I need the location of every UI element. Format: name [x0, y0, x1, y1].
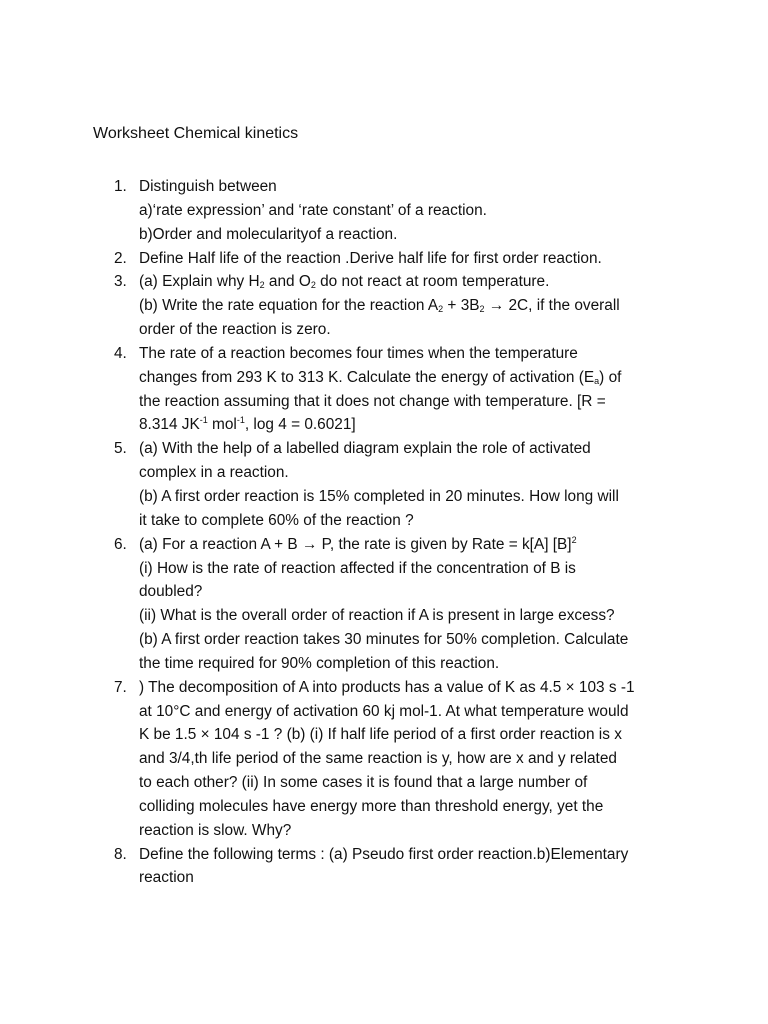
- question-text-line: the reaction assuming that it does not change with temperature. [R =: [139, 392, 606, 410]
- question-text-line: b)Order and molecularityof a reaction.: [139, 225, 398, 243]
- question-item: [0, 342, 679, 437]
- question-text-line: to each other? (ii) In some cases it is found that a large number of: [139, 774, 588, 792]
- question-text-line: it take to complete 60% of the reaction ?: [139, 511, 414, 529]
- question-text-line: reaction is slow. Why?: [139, 821, 292, 839]
- question-number: 1.: [114, 178, 127, 195]
- question-text-line: doubled?: [139, 583, 203, 601]
- question-text-line: (b) A first order reaction takes 30 minutes for 50% completion. Calculate: [139, 631, 629, 649]
- question-number: 7.: [114, 678, 127, 696]
- question-text-line: 8.314 $JK^{-1}$ mol$^{-1}$, log 4 = 0.6021]: [139, 415, 356, 434]
- question-number: 2.: [114, 249, 127, 267]
- question-text-line: (i) How is the rate of reaction affected if the concentration of B is: [139, 559, 576, 577]
- question-text-line: complex in a reaction.: [139, 464, 289, 482]
- question-text-line: the time required for 90% completion of this reaction.: [139, 654, 500, 672]
- question-item: [0, 843, 679, 891]
- question-text-line: (ii) What is the overall order of reaction if A is present in large excess?: [139, 607, 615, 625]
- question-text-line: (a) Explain why $H_2$ and $O_2$ do not react at room temperature.: [139, 273, 550, 291]
- question-item: [0, 175, 679, 247]
- question-number: 3.: [114, 273, 127, 291]
- question-item: [0, 533, 679, 676]
- question-text-line: Define the following terms : (a) Pseudo first order reaction.b)Elementary: [139, 845, 629, 863]
- question-text-line: (b) Write the rate equation for the reaction $A_2 + 3B_2 \to 2C$, if the overall: [139, 297, 620, 315]
- question-text-line: (a) With the help of a labelled diagram explain the role of activated: [139, 440, 591, 458]
- question-text-line: The rate of a reaction becomes four times when the temperature: [139, 344, 578, 362]
- question-text-line: changes from 293 K to 313 K. Calculate the energy of activation $(E_a)$ of: [139, 368, 622, 386]
- question-item: [0, 437, 679, 532]
- question-item: [0, 247, 679, 271]
- question-text-line: at 10°C and energy of activation 60 kj mol-1. At what temperature would: [139, 702, 629, 720]
- question-item: [0, 676, 679, 843]
- question-number: 4.: [114, 344, 127, 362]
- question-number: 8.: [114, 845, 127, 863]
- question-text-line: Distinguish between: [139, 178, 277, 195]
- question-text-line: and 3/4,th life period of the same reaction is y, how are x and y related: [139, 750, 617, 768]
- question-number: 6.: [114, 535, 127, 553]
- question-number: 5.: [114, 440, 127, 458]
- question-text-line: ) The decomposition of A into products has a value of K as 4.5 × 103 s -1: [139, 678, 635, 696]
- question-text-line: K be 1.5 × 104 s -1 ? (b) (i) If half life period of a first order reaction is x: [139, 726, 622, 744]
- question-text-line: Define Half life of the reaction .Derive half life for first order reaction.: [139, 249, 602, 267]
- question-text-line: colliding molecules have energy more than threshold energy, yet the: [139, 797, 604, 815]
- document-title: Worksheet Chemical kinetics: [93, 125, 299, 142]
- question-item: [0, 270, 679, 342]
- question-text-line: (b) A first order reaction is 15% completed in 20 minutes. How long will: [139, 487, 619, 505]
- question-text-line: (a) For a reaction A + B → P, the rate is given by Rate = k[A] $[B]^2$: [139, 534, 577, 553]
- question-text-line: a)‘rate expression’ and ‘rate constant’ of a reaction.: [139, 201, 487, 219]
- question-list: [0, 175, 768, 890]
- question-text-line: order of the reaction is zero.: [139, 321, 331, 339]
- question-text-line: reaction: [139, 869, 194, 887]
